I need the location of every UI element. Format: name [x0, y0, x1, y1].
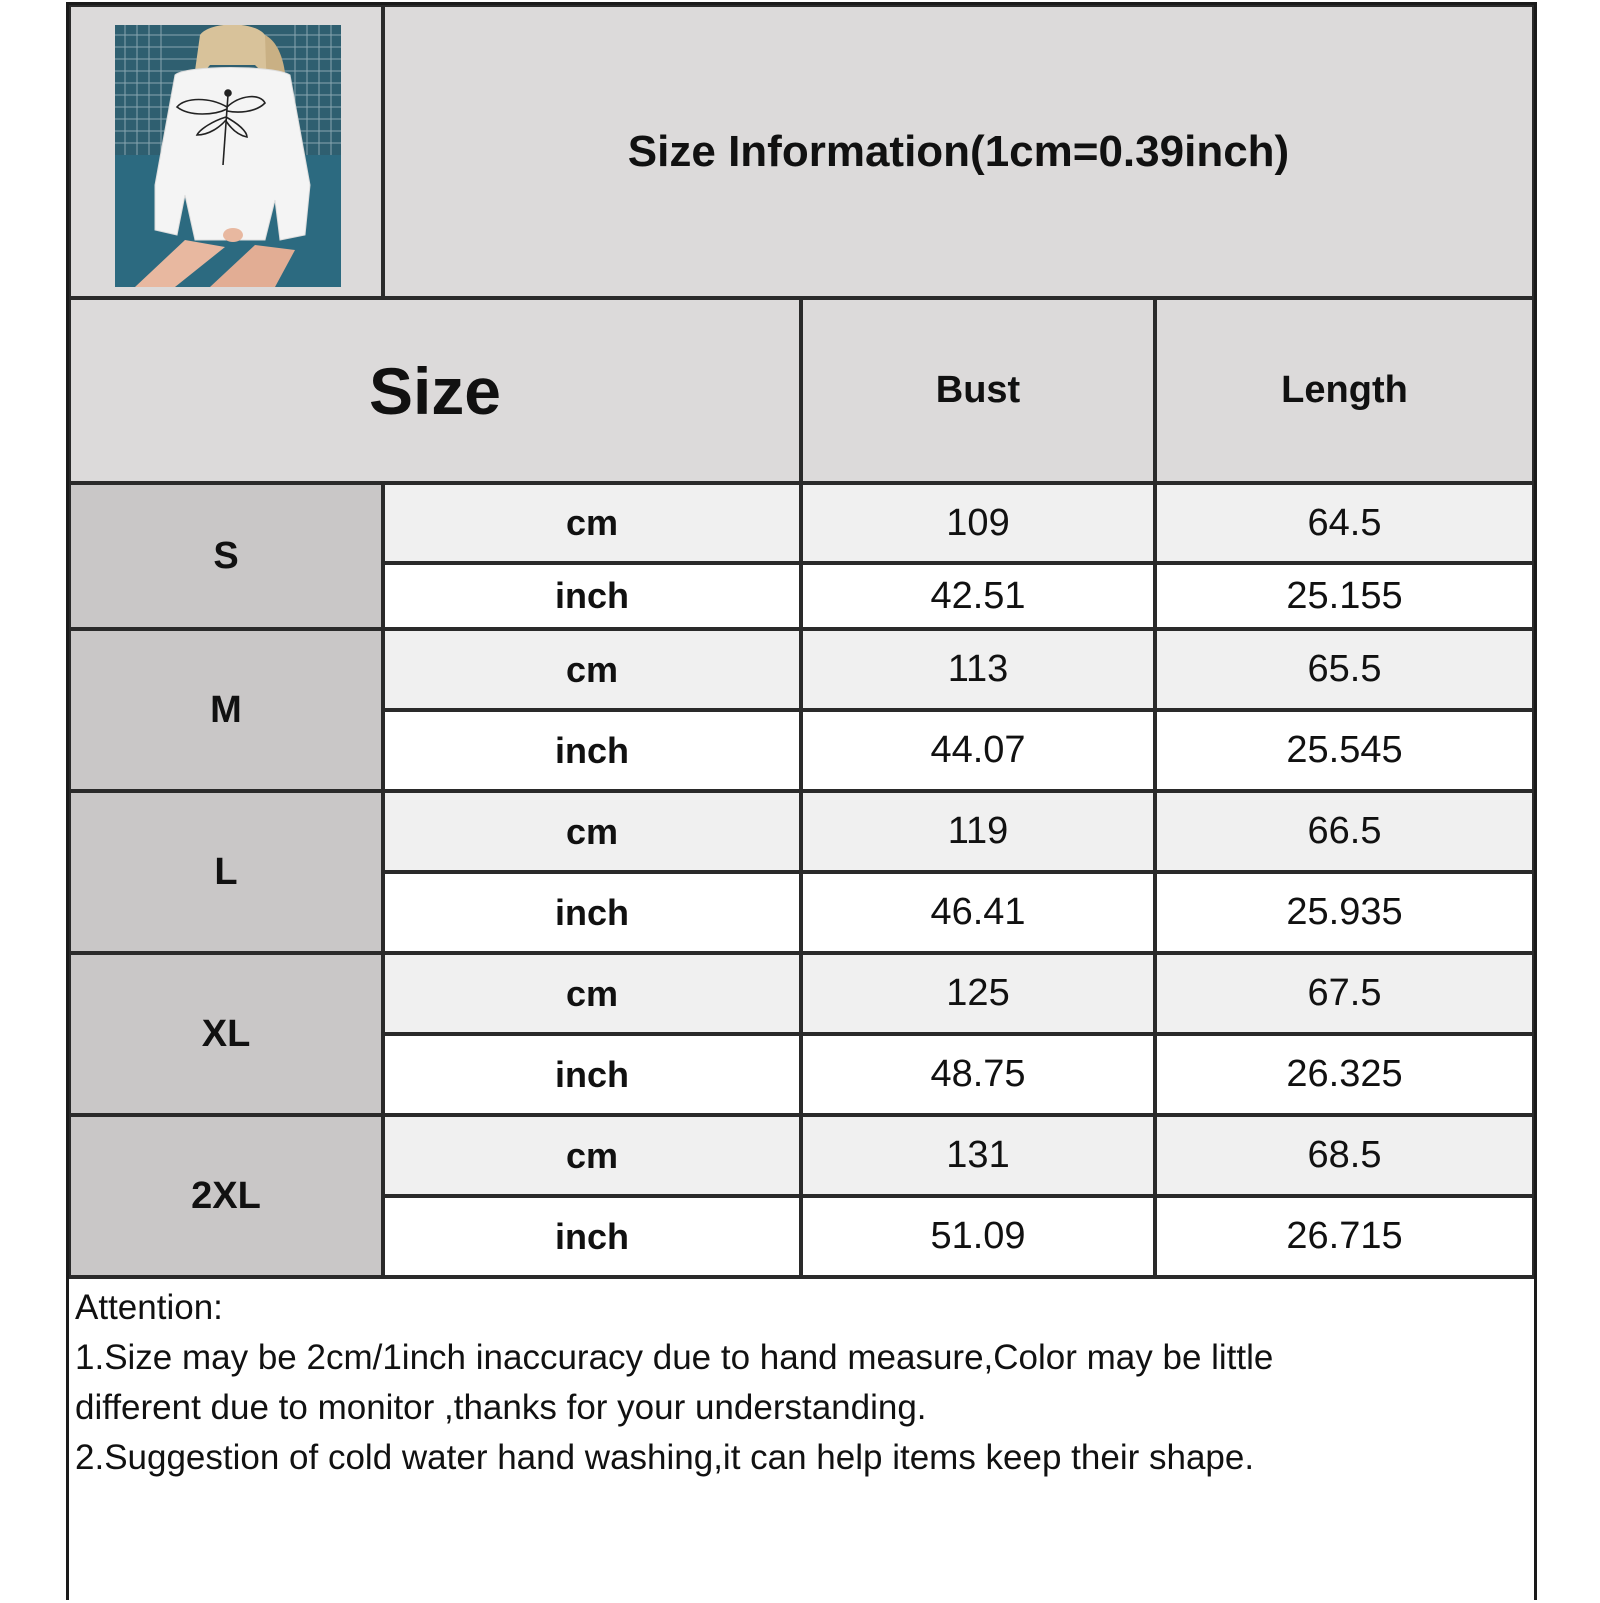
unit-label: cm	[565, 810, 619, 852]
length-header: Length	[1281, 369, 1408, 411]
length-value: 26.325	[1286, 1053, 1403, 1095]
table-row	[383, 791, 801, 872]
size-label: M	[210, 688, 242, 731]
length-value: 66.5	[1307, 810, 1382, 852]
size-label: XL	[201, 1012, 251, 1055]
table-row	[383, 629, 801, 710]
product-photo	[115, 25, 341, 287]
bust-value: 109	[946, 501, 1010, 544]
title-cell	[383, 5, 1534, 298]
unit-label: cm	[565, 1134, 619, 1176]
length-cell	[1155, 1196, 1534, 1277]
bust-value: 131	[946, 1134, 1010, 1176]
bust-cell	[801, 563, 1155, 629]
bust-value: 51.09	[930, 1215, 1026, 1257]
table-row	[383, 710, 801, 791]
table-row	[383, 1115, 801, 1196]
size-label-cell	[69, 953, 383, 1115]
table-row	[383, 483, 801, 563]
unit-label: cm	[565, 972, 619, 1014]
length-cell	[1155, 483, 1534, 563]
size-label: 2XL	[191, 1174, 261, 1217]
length-cell	[1155, 953, 1534, 1034]
unit-label: cm	[565, 648, 619, 690]
length-cell	[1155, 791, 1534, 872]
bust-cell	[801, 872, 1155, 953]
bust-value: 125	[946, 972, 1010, 1014]
size-label-cell	[69, 1115, 383, 1277]
note-line: 1.Size may be 2cm/1inch inaccuracy due to hand measure,Color may be little	[75, 1338, 1274, 1377]
bust-header-cell	[801, 298, 1155, 483]
attention-heading: Attention:	[75, 1288, 223, 1327]
bust-cell	[801, 710, 1155, 791]
unit-label: inch	[554, 891, 629, 933]
table-row	[383, 872, 801, 953]
bust-cell	[801, 791, 1155, 872]
bust-value: 42.51	[930, 574, 1026, 617]
length-value: 67.5	[1307, 972, 1382, 1014]
length-value: 25.935	[1286, 891, 1403, 933]
size-label-cell	[69, 483, 383, 629]
length-header-cell	[1155, 298, 1534, 483]
size-label: L	[214, 850, 238, 893]
length-cell	[1155, 563, 1534, 629]
bust-cell	[801, 1196, 1155, 1277]
unit-label: inch	[554, 729, 629, 771]
product-photo-cell	[69, 5, 383, 298]
bust-value: 48.75	[930, 1053, 1026, 1095]
length-cell	[1155, 1115, 1534, 1196]
size-chart	[66, 2, 1537, 1600]
length-cell	[1155, 872, 1534, 953]
size-header-cell	[69, 298, 801, 483]
table-row	[383, 1034, 801, 1115]
bust-cell	[801, 629, 1155, 710]
size-label-cell	[69, 791, 383, 953]
note-line: different due to monitor ,thanks for your understanding.	[75, 1388, 927, 1427]
length-cell	[1155, 710, 1534, 791]
size-label-cell	[69, 629, 383, 791]
note-line: 2.Suggestion of cold water hand washing,it can help items keep their shape.	[75, 1438, 1255, 1477]
table-row	[383, 1196, 801, 1277]
unit-label: inch	[554, 1053, 629, 1095]
length-value: 65.5	[1307, 648, 1382, 690]
length-value: 26.715	[1286, 1215, 1403, 1257]
length-value: 25.545	[1286, 729, 1403, 771]
table-row	[383, 953, 801, 1034]
unit-label: inch	[554, 1215, 629, 1257]
bust-cell	[801, 1115, 1155, 1196]
attention-notes	[69, 1277, 1534, 1603]
bust-value: 119	[947, 810, 1009, 852]
page-title: Size Information(1cm=0.39inch)	[627, 126, 1290, 176]
size-label: S	[213, 534, 239, 577]
unit-label: cm	[565, 502, 619, 543]
length-value: 25.155	[1286, 574, 1403, 617]
size-header: Size	[368, 353, 502, 428]
length-cell	[1155, 1034, 1534, 1115]
bust-value: 44.07	[930, 729, 1026, 771]
unit-label: inch	[554, 575, 629, 616]
length-cell	[1155, 629, 1534, 710]
bust-value: 113	[947, 648, 1009, 690]
bust-cell	[801, 1034, 1155, 1115]
bust-cell	[801, 953, 1155, 1034]
length-value: 64.5	[1307, 501, 1382, 544]
bust-header: Bust	[935, 369, 1021, 411]
length-value: 68.5	[1307, 1134, 1382, 1176]
bust-value: 46.41	[930, 891, 1026, 933]
table-row	[383, 563, 801, 629]
bust-cell	[801, 483, 1155, 563]
